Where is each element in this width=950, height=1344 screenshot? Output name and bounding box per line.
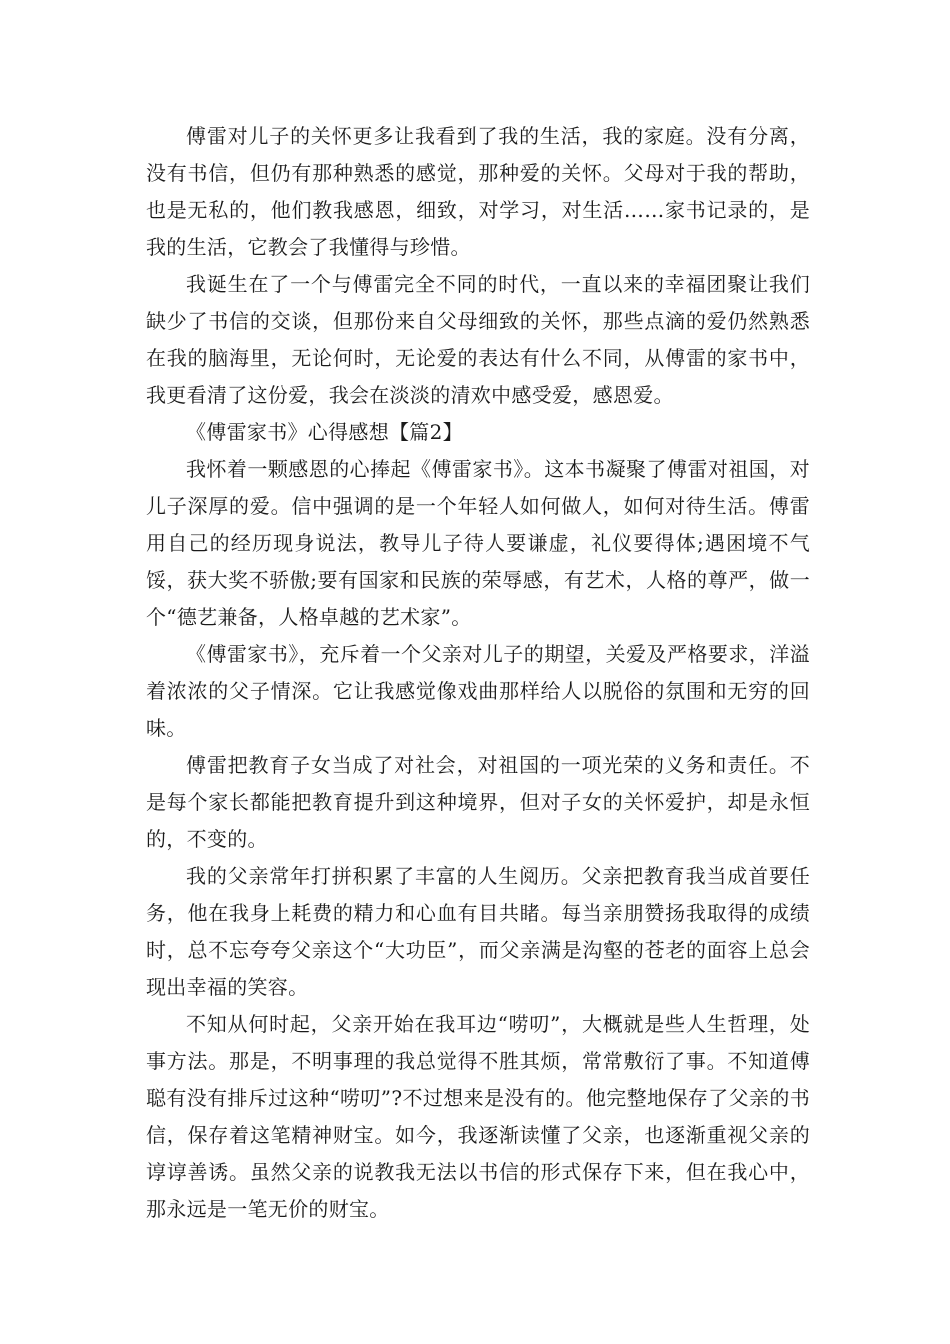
paragraph: 傅雷把教育子女当成了对社会，对祖国的一项光荣的义务和责任。不是每个家长都能把教育提升到这种境界，但对子女的关怀爱护，却是永恒的，不变的。 bbox=[146, 753, 810, 851]
paragraph: 我怀着一颗感恩的心捧起《傅雷家书》。这本书凝聚了傅雷对祖国，对儿子深厚的爱。信中强调的是一个年轻人如何做人，如何对待生活。傅雷用自己的经历现身说法，教导儿子待人要谦虚，礼仪要得体;遇困境不气馁，获大奖不骄傲;要有国家和民族的荣辱感，有艺术，人格的尊严，做一个“德艺兼备，人格卓越的艺术家”。 bbox=[146, 457, 810, 629]
paragraph: 不知从何时起，父亲开始在我耳边“唠叨”，大概就是些人生哲理，处事方法。那是，不明事理的我总觉得不胜其烦，常常敷衍了事。不知道傅聪有没有排斥过这种“唠叨”?不过想来是没有的。他完整地保存了父亲的书信，保存着这笔精神财宝。如今，我逐渐读懂了父亲，也逐渐重视父亲的谆谆善诱。虽然父亲的说教我无法以书信的形式保存下来，但在我心中，那永远是一笔无价的财宝。 bbox=[146, 1012, 810, 1221]
paragraph: 傅雷对儿子的关怀更多让我看到了我的生活，我的家庭。没有分离，没有书信，但仍有那种熟悉的感觉，那种爱的关怀。父母对于我的帮助，也是无私的，他们教我感恩，细致，对学习，对生活……家书记录的，是我的生活，它教会了我懂得与珍惜。 bbox=[146, 124, 810, 259]
section-heading: 《傅雷家书》心得感想【篇2】 bbox=[186, 420, 463, 444]
paragraph: 《傅雷家书》，充斥着一个父亲对儿子的期望，关爱及严格要求，洋溢着浓浓的父子情深。它让我感觉像戏曲那样给人以脱俗的氛围和无穷的回味。 bbox=[146, 642, 810, 740]
document-body bbox=[146, 118, 810, 1228]
paragraph: 我的父亲常年打拼积累了丰富的人生阅历。父亲把教育我当成首要任务，他在我身上耗费的精力和心血有目共睹。每当亲朋赞扬我取得的成绩时，总不忘夸夸父亲这个“大功臣”，而父亲满是沟壑的苍老的面容上总会现出幸福的笑容。 bbox=[146, 864, 810, 999]
paragraph: 我诞生在了一个与傅雷完全不同的时代，一直以来的幸福团聚让我们缺少了书信的交谈，但那份来自父母细致的关怀，那些点滴的爱仍然熟悉在我的脑海里，无论何时，无论爱的表达有什么不同，从傅雷的家书中，我更看清了这份爱，我会在淡淡的清欢中感受爱，感恩爱。 bbox=[146, 272, 810, 407]
